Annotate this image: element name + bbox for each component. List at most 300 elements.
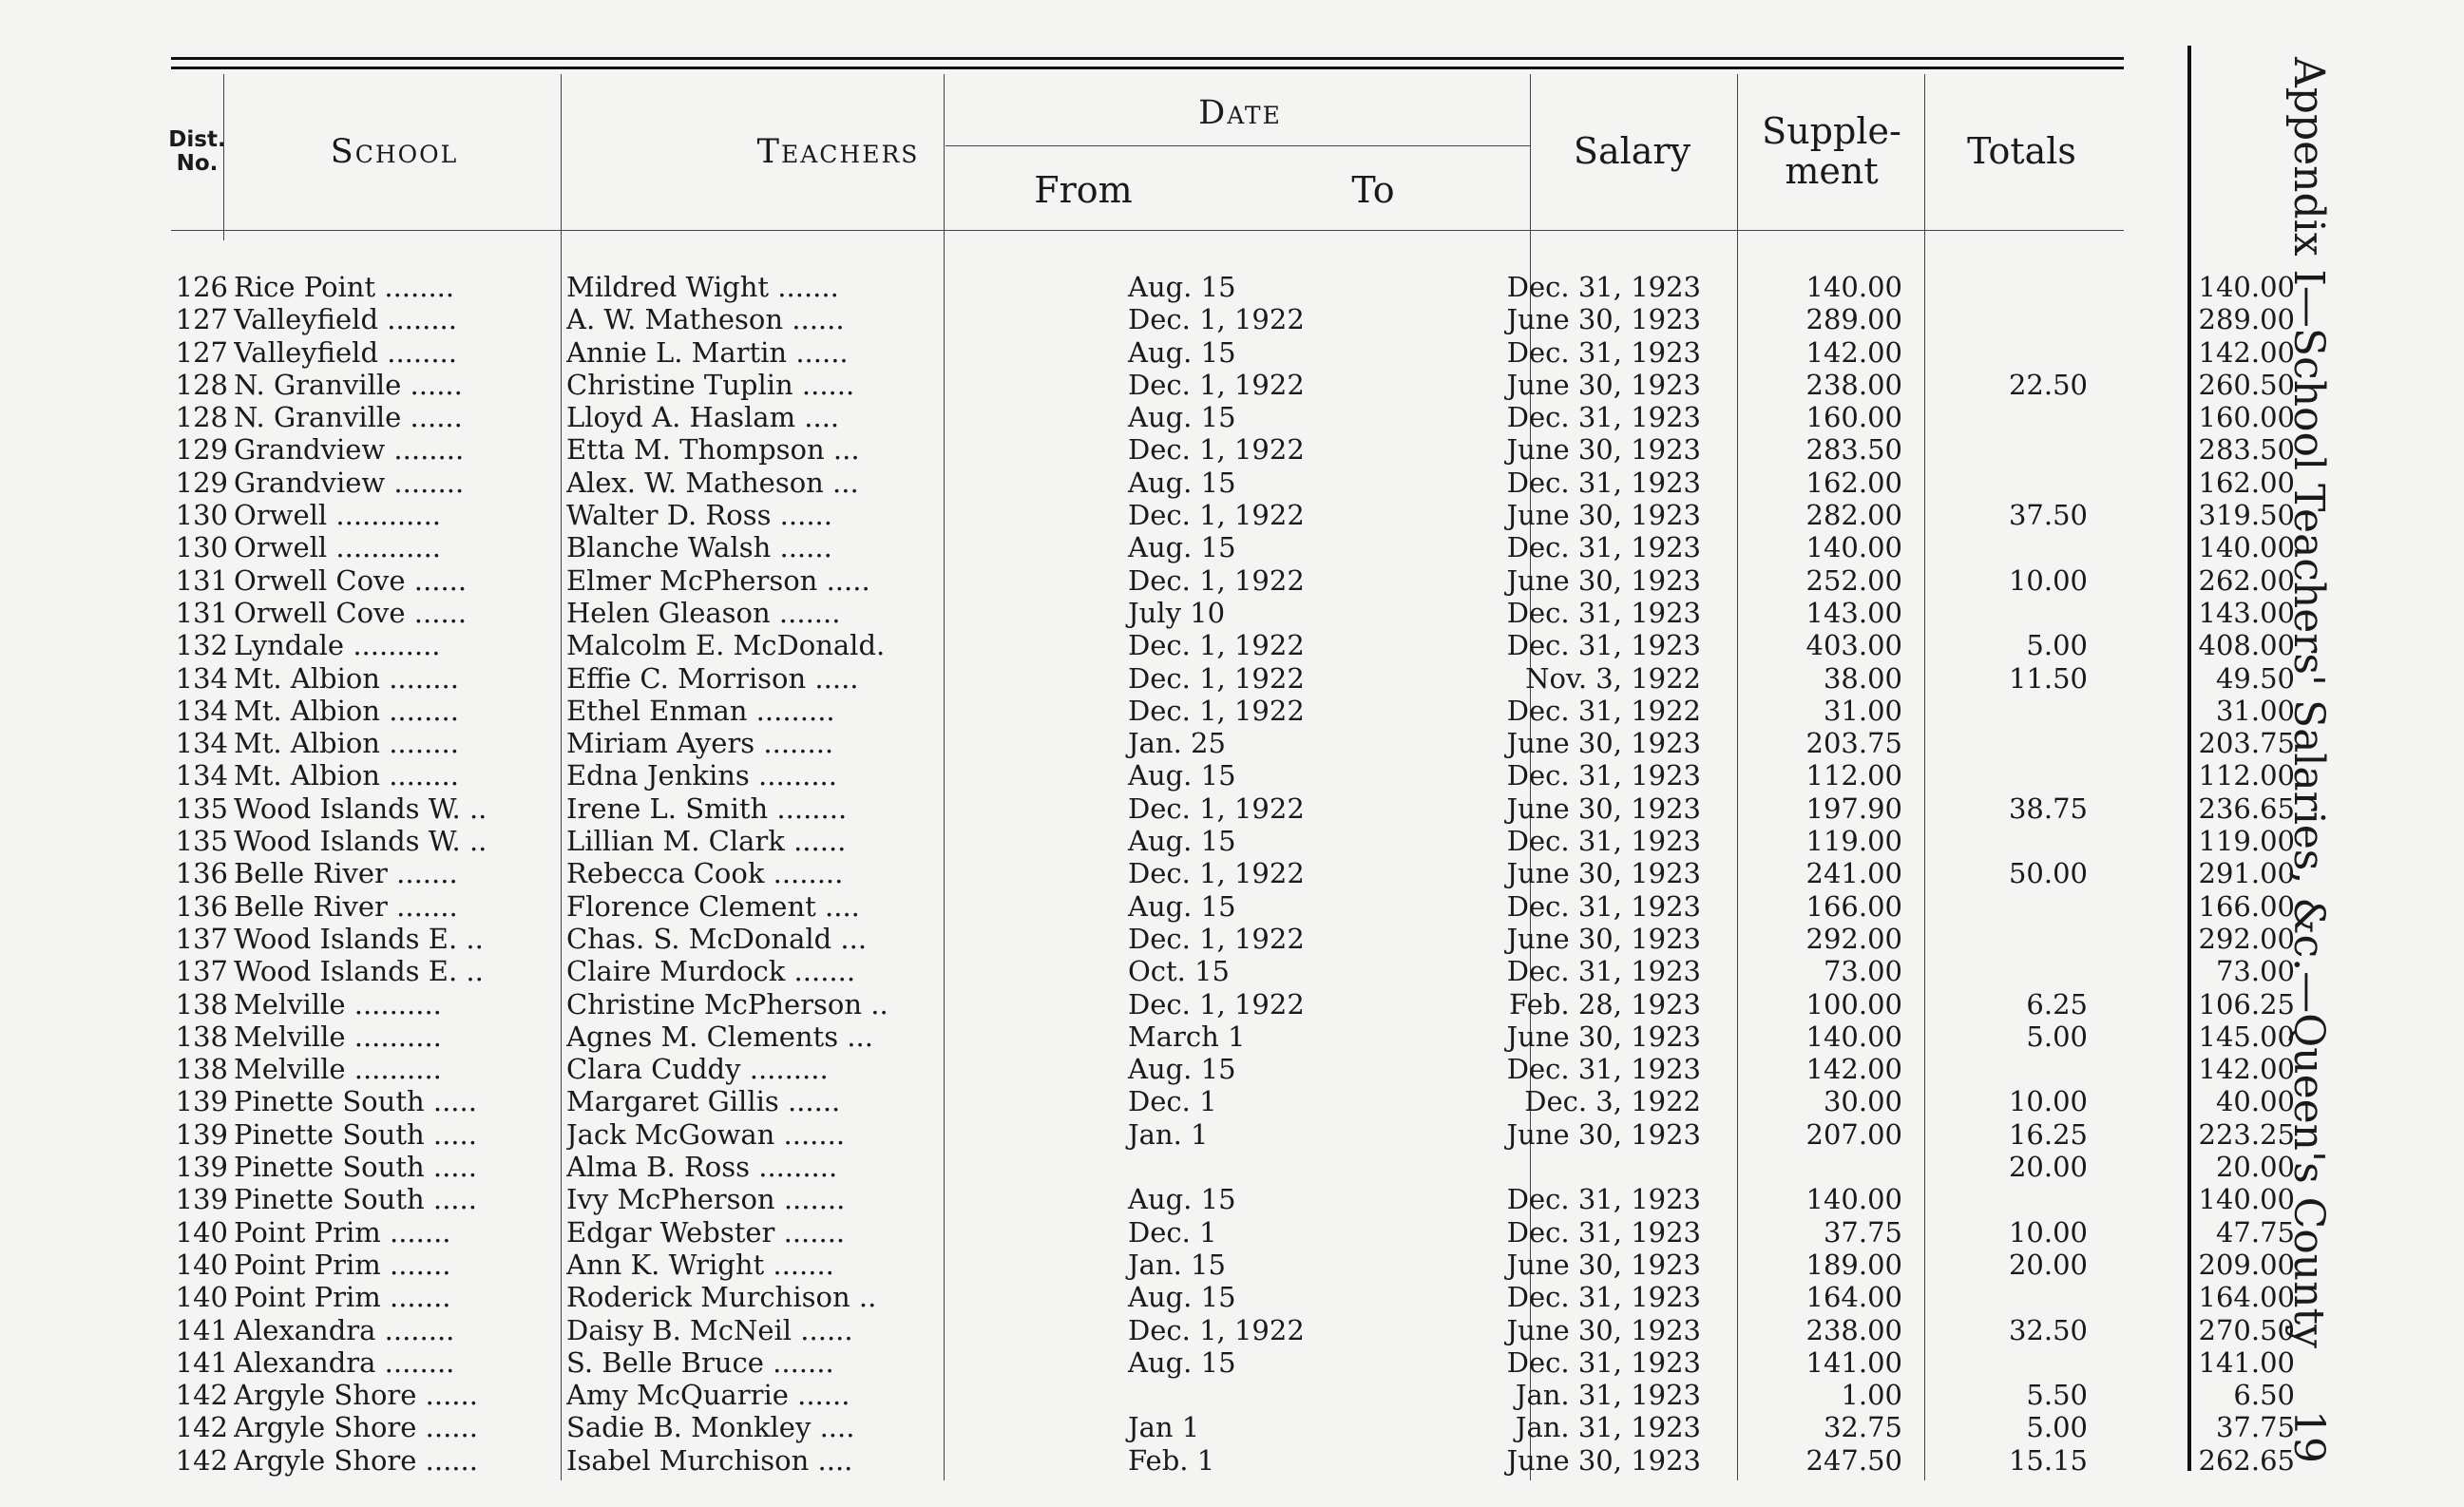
to-date-cell: June 30, 1923 (1506, 857, 1701, 890)
total-cell: 223.25 (2198, 1117, 2295, 1151)
from-date-cell: Aug. 15 (1128, 759, 1236, 792)
school-cell: Orwell Cove ...... (234, 563, 468, 597)
from-date-cell: Aug. 15 (1128, 466, 1236, 499)
to-date-cell: Dec. 31, 1923 (1506, 955, 1701, 988)
top-rule (171, 57, 2124, 60)
school-cell: Melville .......... (234, 987, 442, 1021)
supplement-cell: 20.00 (2008, 1248, 2088, 1281)
dist-no-cell: 139 (175, 1183, 228, 1216)
to-date-cell: Dec. 3, 1922 (1524, 1085, 1701, 1118)
from-date-cell: Dec. 1 (1128, 1085, 1217, 1118)
teacher-cell: Walter D. Ross ...... (566, 499, 832, 532)
table-row (171, 1443, 2295, 1477)
teacher-cell: Malcolm E. McDonald. (566, 629, 886, 662)
header-date: Date (1198, 93, 1282, 132)
to-date-cell: Dec. 31, 1923 (1506, 759, 1701, 792)
table-row (171, 889, 2295, 923)
supplement-cell: 22.50 (2008, 368, 2088, 401)
teacher-cell: Irene L. Smith ........ (566, 792, 848, 825)
to-date-cell: Jan. 31, 1923 (1515, 1411, 1701, 1444)
total-cell: 203.75 (2198, 727, 2295, 760)
supplement-cell: 10.00 (2008, 563, 2088, 597)
school-cell: Point Prim ....... (234, 1281, 451, 1314)
side-rule (2187, 46, 2191, 1471)
school-cell: Grandview ........ (234, 433, 465, 467)
table-row (171, 1411, 2295, 1444)
to-date-cell: Dec. 31, 1923 (1506, 1183, 1701, 1216)
salary-cell: 119.00 (1805, 825, 1902, 858)
teacher-cell: Christine Tuplin ...... (566, 368, 855, 401)
from-date-cell: Aug. 15 (1128, 271, 1236, 303)
teacher-cell: Etta M. Thompson ... (566, 433, 860, 467)
supplement-cell: 15.15 (2008, 1443, 2088, 1477)
table-row (171, 922, 2295, 955)
table-row (171, 661, 2295, 695)
from-date-cell: Dec. 1, 1922 (1128, 857, 1305, 890)
table-row (171, 499, 2295, 532)
supplement-cell: 10.00 (2008, 1215, 2088, 1249)
header-school: School (330, 132, 459, 171)
salary-cell: 143.00 (1805, 596, 1902, 629)
to-date-cell: Dec. 31, 1923 (1506, 825, 1701, 858)
dist-no-cell: 129 (175, 433, 228, 467)
table-row (171, 1215, 2295, 1249)
table-body (171, 271, 2295, 1477)
to-date-cell: Dec. 31, 1923 (1506, 1281, 1701, 1314)
salary-cell: 142.00 (1805, 335, 1902, 369)
salary-cell: 403.00 (1805, 629, 1902, 662)
teacher-cell: S. Belle Bruce ....... (566, 1345, 834, 1379)
header-from: From (1034, 169, 1133, 212)
teacher-cell: Helen Gleason ....... (566, 596, 841, 629)
from-date-cell: Dec. 1, 1922 (1128, 629, 1305, 662)
from-date-cell: Aug. 15 (1128, 335, 1236, 369)
school-cell: Melville .......... (234, 1053, 442, 1086)
school-cell: Grandview ........ (234, 466, 465, 499)
from-date-cell: Dec. 1, 1922 (1128, 694, 1305, 727)
salary-cell: 141.00 (1805, 1345, 1902, 1379)
header-salary: Salary (1573, 130, 1691, 173)
teacher-cell: Edna Jenkins ......... (566, 759, 837, 792)
table-row (171, 1053, 2295, 1086)
to-date-cell: Dec. 31, 1923 (1506, 629, 1701, 662)
school-cell: Wood Islands E. .. (234, 922, 484, 955)
page-number: 19 (2284, 1410, 2333, 1463)
table-row (171, 1379, 2295, 1412)
dist-no-cell: 140 (175, 1215, 228, 1249)
header-dist-no: Dist. No. (168, 126, 226, 176)
salary-cell: 197.90 (1805, 792, 1902, 825)
salary-cell: 238.00 (1805, 1313, 1902, 1346)
total-cell: 262.65 (2198, 1443, 2295, 1477)
dist-no-cell: 142 (175, 1411, 228, 1444)
to-date-cell: June 30, 1923 (1506, 1020, 1701, 1053)
dist-no-cell: 128 (175, 368, 228, 401)
to-date-cell: June 30, 1923 (1506, 1313, 1701, 1346)
school-cell: Mt. Albion ........ (234, 694, 459, 727)
from-date-cell: Dec. 1, 1922 (1128, 792, 1305, 825)
total-cell: 162.00 (2198, 466, 2295, 499)
table-row (171, 987, 2295, 1021)
school-cell: Pinette South ..... (234, 1151, 477, 1184)
from-date-cell: Aug. 15 (1128, 531, 1236, 564)
school-cell: Alexandra ........ (234, 1345, 455, 1379)
salary-cell: 38.00 (1823, 661, 1902, 695)
total-cell: 260.50 (2198, 368, 2295, 401)
salary-cell: 162.00 (1805, 466, 1902, 499)
teacher-cell: Daisy B. McNeil ...... (566, 1313, 853, 1346)
to-date-cell: Jan. 31, 1923 (1515, 1379, 1701, 1412)
dist-no-cell: 130 (175, 499, 228, 532)
salary-cell: 238.00 (1805, 368, 1902, 401)
total-cell: 292.00 (2198, 922, 2295, 955)
teacher-cell: Jack McGowan ....... (566, 1117, 846, 1151)
to-date-cell: June 30, 1923 (1506, 922, 1701, 955)
to-date-cell: Dec. 31, 1923 (1506, 1215, 1701, 1249)
table-row (171, 563, 2295, 597)
header-totals: Totals (1967, 130, 2076, 173)
dist-no-cell: 137 (175, 922, 228, 955)
teacher-cell: Clara Cuddy ......... (566, 1053, 829, 1086)
school-cell: Valleyfield ........ (234, 335, 457, 369)
total-cell: 106.25 (2198, 987, 2295, 1021)
dist-no-cell: 138 (175, 1053, 228, 1086)
from-date-cell: Aug. 15 (1128, 1053, 1236, 1086)
dist-no-cell: 134 (175, 759, 228, 792)
total-cell: 319.50 (2198, 499, 2295, 532)
supplement-cell: 38.75 (2008, 792, 2088, 825)
dist-no-cell: 141 (175, 1345, 228, 1379)
school-cell: Point Prim ....... (234, 1215, 451, 1249)
from-date-cell: March 1 (1128, 1020, 1246, 1053)
teacher-cell: Elmer McPherson ..... (566, 563, 870, 597)
from-date-cell: Dec. 1, 1922 (1128, 987, 1305, 1021)
supplement-cell: 5.00 (2026, 1020, 2088, 1053)
school-cell: Wood Islands W. .. (234, 825, 487, 858)
supplement-cell: 32.50 (2008, 1313, 2088, 1346)
from-date-cell: Dec. 1, 1922 (1128, 1313, 1305, 1346)
dist-no-cell: 135 (175, 792, 228, 825)
teacher-cell: Amy McQuarrie ...... (566, 1379, 850, 1412)
school-cell: N. Granville ...... (234, 368, 463, 401)
school-cell: Mt. Albion ........ (234, 759, 459, 792)
supplement-cell: 37.50 (2008, 499, 2088, 532)
from-date-cell: Dec. 1, 1922 (1128, 303, 1305, 336)
school-cell: N. Granville ...... (234, 401, 463, 434)
table-row (171, 759, 2295, 792)
salary-cell: 142.00 (1805, 1053, 1902, 1086)
from-date-cell: Jan 1 (1128, 1411, 1200, 1444)
header-bottom-rule (171, 230, 2124, 231)
to-date-cell: June 30, 1923 (1506, 368, 1701, 401)
table-row (171, 335, 2295, 369)
total-cell: 20.00 (2215, 1151, 2295, 1184)
teacher-cell: Claire Murdock ....... (566, 955, 856, 988)
total-cell: 6.50 (2233, 1379, 2295, 1412)
total-cell: 209.00 (2198, 1248, 2295, 1281)
to-date-cell: Dec. 31, 1923 (1506, 1053, 1701, 1086)
teacher-cell: Ethel Enman ......... (566, 694, 835, 727)
teacher-cell: Rebecca Cook ........ (566, 857, 844, 890)
table-row (171, 727, 2295, 760)
date-subrule (945, 145, 1530, 146)
to-date-cell: June 30, 1923 (1506, 563, 1701, 597)
salary-cell: 166.00 (1805, 889, 1902, 923)
salary-cell: 164.00 (1805, 1281, 1902, 1314)
table-row (171, 694, 2295, 727)
salary-cell: 112.00 (1805, 759, 1902, 792)
total-cell: 270.50 (2198, 1313, 2295, 1346)
salary-cell: 252.00 (1805, 563, 1902, 597)
from-date-cell: Aug. 15 (1128, 1183, 1236, 1216)
teacher-cell: Christine McPherson .. (566, 987, 888, 1021)
total-cell: 47.75 (2215, 1215, 2295, 1249)
teacher-cell: Miriam Ayers ........ (566, 727, 834, 760)
table-row (171, 792, 2295, 825)
school-cell: Belle River ....... (234, 889, 458, 923)
dist-no-cell: 127 (175, 303, 228, 336)
school-cell: Orwell Cove ...... (234, 596, 468, 629)
table-row (171, 1345, 2295, 1379)
school-cell: Lyndale .......... (234, 629, 441, 662)
running-title: Appendix I—School Teachers' Salaries, &c.—Queen's County (2284, 57, 2333, 1349)
dist-no-cell: 131 (175, 596, 228, 629)
school-cell: Argyle Shore ...... (234, 1411, 478, 1444)
total-cell: 142.00 (2198, 335, 2295, 369)
total-cell: 160.00 (2198, 401, 2295, 434)
salary-cell: 140.00 (1805, 1020, 1902, 1053)
school-cell: Pinette South ..... (234, 1085, 477, 1118)
table-row (171, 368, 2295, 401)
school-cell: Alexandra ........ (234, 1313, 455, 1346)
to-date-cell: Feb. 28, 1923 (1509, 987, 1701, 1021)
total-cell: 37.75 (2215, 1411, 2295, 1444)
teacher-cell: Chas. S. McDonald ... (566, 922, 868, 955)
teacher-cell: Ann K. Wright ....... (566, 1248, 834, 1281)
supplement-cell: 11.50 (2008, 661, 2088, 695)
total-cell: 31.00 (2215, 694, 2295, 727)
to-date-cell: Dec. 31, 1923 (1506, 596, 1701, 629)
total-cell: 140.00 (2198, 271, 2295, 303)
dist-no-cell: 139 (175, 1117, 228, 1151)
teacher-cell: Mildred Wight ....... (566, 271, 839, 303)
salary-cell: 289.00 (1805, 303, 1902, 336)
salary-cell: 189.00 (1805, 1248, 1902, 1281)
supplement-cell: 5.00 (2026, 629, 2088, 662)
salary-cell: 140.00 (1805, 271, 1902, 303)
dist-no-cell: 142 (175, 1379, 228, 1412)
table-row (171, 1313, 2295, 1346)
dist-no-cell: 134 (175, 661, 228, 695)
table-row (171, 531, 2295, 564)
supplement-cell: 6.25 (2026, 987, 2088, 1021)
to-date-cell: June 30, 1923 (1506, 303, 1701, 336)
salary-cell: 73.00 (1823, 955, 1902, 988)
total-cell: 236.65 (2198, 792, 2295, 825)
total-cell: 142.00 (2198, 1053, 2295, 1086)
salary-cell: 140.00 (1805, 1183, 1902, 1216)
from-date-cell: Feb. 1 (1128, 1443, 1215, 1477)
table-row (171, 466, 2295, 499)
to-date-cell: Dec. 31, 1923 (1506, 335, 1701, 369)
teacher-cell: Lloyd A. Haslam .... (566, 401, 840, 434)
total-cell: 119.00 (2198, 825, 2295, 858)
dist-no-cell: 127 (175, 335, 228, 369)
table-row (171, 1183, 2295, 1216)
table-header (168, 74, 2124, 230)
to-date-cell: June 30, 1923 (1506, 792, 1701, 825)
dist-no-cell: 135 (175, 825, 228, 858)
top-rule-inner (171, 67, 2124, 69)
salary-cell: 32.75 (1823, 1411, 1902, 1444)
dist-no-cell: 139 (175, 1085, 228, 1118)
header-to: To (1351, 169, 1395, 212)
total-cell: 145.00 (2198, 1020, 2295, 1053)
supplement-cell: 20.00 (2008, 1151, 2088, 1184)
school-cell: Wood Islands W. .. (234, 792, 487, 825)
total-cell: 73.00 (2215, 955, 2295, 988)
total-cell: 291.00 (2198, 857, 2295, 890)
from-date-cell: Jan. 25 (1128, 727, 1226, 760)
to-date-cell: Dec. 31, 1922 (1506, 694, 1701, 727)
teacher-cell: Alma B. Ross ......... (566, 1151, 838, 1184)
dist-no-cell: 141 (175, 1313, 228, 1346)
supplement-cell: 5.50 (2026, 1379, 2088, 1412)
to-date-cell: June 30, 1923 (1506, 433, 1701, 467)
to-date-cell: June 30, 1923 (1506, 1248, 1701, 1281)
salary-cell: 282.00 (1805, 499, 1902, 532)
dist-no-cell: 134 (175, 694, 228, 727)
teacher-cell: Florence Clement .... (566, 889, 860, 923)
total-cell: 141.00 (2198, 1345, 2295, 1379)
school-cell: Point Prim ....... (234, 1248, 451, 1281)
dist-no-cell: 136 (175, 857, 228, 890)
table-row (171, 596, 2295, 629)
from-date-cell: Aug. 15 (1128, 825, 1236, 858)
salary-cell: 100.00 (1805, 987, 1902, 1021)
dist-no-cell: 136 (175, 889, 228, 923)
to-date-cell: June 30, 1923 (1506, 727, 1701, 760)
to-date-cell: Dec. 31, 1923 (1506, 271, 1701, 303)
header-teachers: Teachers (756, 132, 920, 171)
table-row (171, 1020, 2295, 1053)
to-date-cell: Dec. 31, 1923 (1506, 466, 1701, 499)
teacher-cell: Annie L. Martin ...... (566, 335, 849, 369)
total-cell: 289.00 (2198, 303, 2295, 336)
salary-cell: 37.75 (1823, 1215, 1902, 1249)
total-cell: 143.00 (2198, 596, 2295, 629)
dist-no-cell: 134 (175, 727, 228, 760)
salary-cell: 31.00 (1823, 694, 1902, 727)
total-cell: 283.50 (2198, 433, 2295, 467)
from-date-cell: Dec. 1, 1922 (1128, 368, 1305, 401)
from-date-cell: Dec. 1, 1922 (1128, 661, 1305, 695)
school-cell: Belle River ....... (234, 857, 458, 890)
table-row (171, 433, 2295, 467)
salary-cell: 160.00 (1805, 401, 1902, 434)
school-cell: Argyle Shore ...... (234, 1443, 478, 1477)
salary-cell: 247.50 (1805, 1443, 1902, 1477)
from-date-cell: July 10 (1128, 596, 1226, 629)
from-date-cell: Dec. 1, 1922 (1128, 563, 1305, 597)
to-date-cell: Dec. 31, 1923 (1506, 401, 1701, 434)
table-row (171, 271, 2295, 303)
to-date-cell: June 30, 1923 (1506, 499, 1701, 532)
table-row (171, 857, 2295, 890)
dist-no-cell: 131 (175, 563, 228, 597)
dist-no-cell: 130 (175, 531, 228, 564)
table-row (171, 1248, 2295, 1281)
salary-cell: 207.00 (1805, 1117, 1902, 1151)
salary-cell: 30.00 (1823, 1085, 1902, 1118)
teacher-cell: Sadie B. Monkley .... (566, 1411, 855, 1444)
teacher-cell: Agnes M. Clements ... (566, 1020, 873, 1053)
teacher-cell: Effie C. Morrison ..... (566, 661, 859, 695)
to-date-cell: Dec. 31, 1923 (1506, 531, 1701, 564)
from-date-cell: Dec. 1 (1128, 1215, 1217, 1249)
header-supplement: Supple- ment (1762, 110, 1901, 192)
salary-cell: 292.00 (1805, 922, 1902, 955)
table-row (171, 629, 2295, 662)
total-cell: 164.00 (2198, 1281, 2295, 1314)
school-cell: Mt. Albion ........ (234, 661, 459, 695)
dist-no-cell: 140 (175, 1248, 228, 1281)
supplement-cell: 16.25 (2008, 1117, 2088, 1151)
teacher-cell: Blanche Walsh ...... (566, 531, 832, 564)
table-row (171, 303, 2295, 336)
to-date-cell: Nov. 3, 1922 (1525, 661, 1701, 695)
school-cell: Rice Point ........ (234, 271, 455, 303)
dist-no-cell: 142 (175, 1443, 228, 1477)
school-cell: Orwell ............ (234, 499, 442, 532)
from-date-cell: Aug. 15 (1128, 401, 1236, 434)
from-date-cell: Dec. 1, 1922 (1128, 922, 1305, 955)
teacher-cell: A. W. Matheson ...... (566, 303, 845, 336)
teacher-cell: Lillian M. Clark ...... (566, 825, 847, 858)
school-cell: Mt. Albion ........ (234, 727, 459, 760)
running-head (2257, 57, 2333, 1463)
table-row (171, 1151, 2295, 1184)
supplement-cell: 5.00 (2026, 1411, 2088, 1444)
salary-cell: 283.50 (1805, 433, 1902, 467)
salary-cell: 241.00 (1805, 857, 1902, 890)
from-date-cell: Oct. 15 (1128, 955, 1231, 988)
dist-no-cell: 138 (175, 1020, 228, 1053)
from-date-cell: Dec. 1, 1922 (1128, 499, 1305, 532)
table-row (171, 825, 2295, 858)
teacher-cell: Isabel Murchison .... (566, 1443, 853, 1477)
dist-no-cell: 129 (175, 466, 228, 499)
from-date-cell: Dec. 1, 1922 (1128, 433, 1305, 467)
header-divider (223, 74, 224, 240)
table-row (171, 1281, 2295, 1314)
to-date-cell: June 30, 1923 (1506, 1117, 1701, 1151)
total-cell: 140.00 (2198, 1183, 2295, 1216)
table-row (171, 955, 2295, 988)
school-cell: Wood Islands E. .. (234, 955, 484, 988)
teacher-cell: Roderick Murchison .. (566, 1281, 877, 1314)
dist-no-cell: 140 (175, 1281, 228, 1314)
school-cell: Argyle Shore ...... (234, 1379, 478, 1412)
dist-no-cell: 126 (175, 271, 228, 303)
from-date-cell: Aug. 15 (1128, 1281, 1236, 1314)
teacher-cell: Ivy McPherson ....... (566, 1183, 846, 1216)
total-cell: 112.00 (2198, 759, 2295, 792)
school-cell: Melville .......... (234, 1020, 442, 1053)
total-cell: 49.50 (2215, 661, 2295, 695)
total-cell: 140.00 (2198, 531, 2295, 564)
school-cell: Pinette South ..... (234, 1183, 477, 1216)
